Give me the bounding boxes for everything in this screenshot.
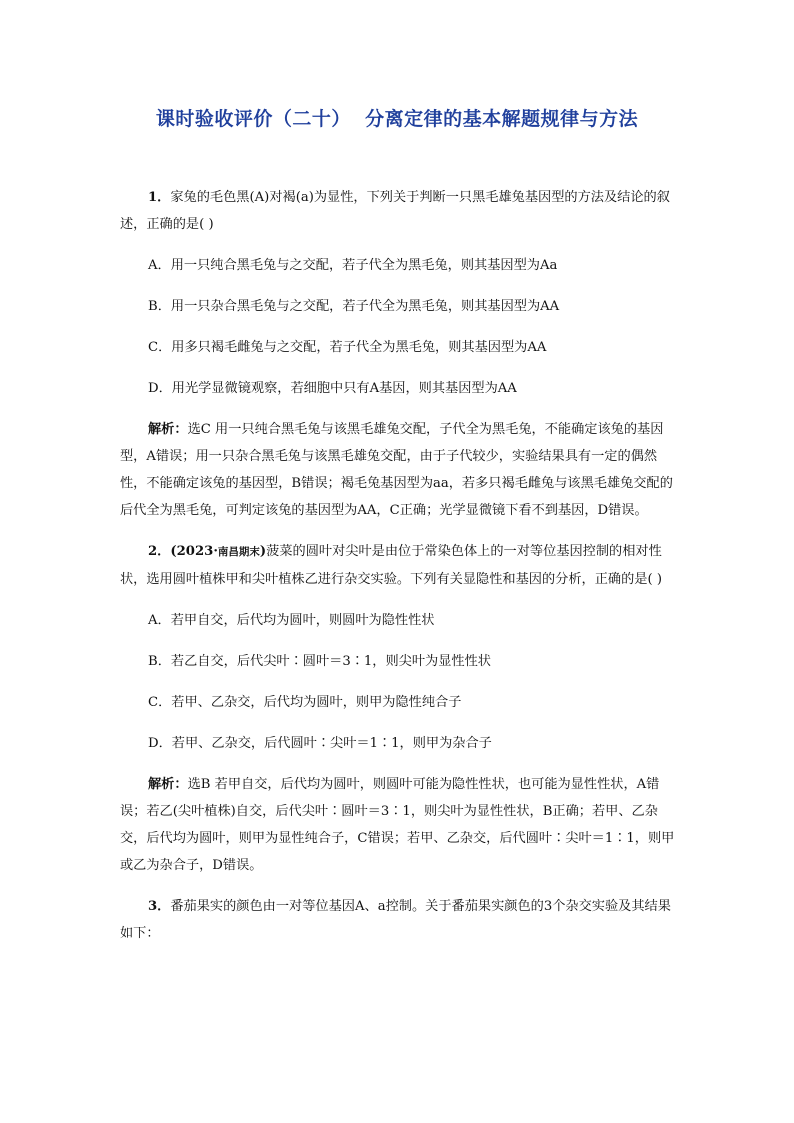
analysis-label: 解析： — [148, 777, 188, 792]
option-c: C．用多只褐毛雌兔与之交配，若子代全为黑毛兔，则其基因型为AA — [148, 340, 547, 355]
option-a: A．用一只纯合黑毛兔与之交配，若子代全为黑毛兔，则其基因型为Aa — [148, 258, 558, 273]
question-number: 1． — [148, 190, 171, 205]
question-1 — [120, 184, 676, 524]
content-area — [120, 184, 676, 947]
source-close: ) — [259, 544, 267, 559]
question-stem — [120, 184, 676, 238]
option-c: C．若甲、乙杂交，后代均为圆叶，则甲为隐性纯合子 — [148, 695, 462, 710]
question-number: 2． — [148, 544, 171, 559]
question-2 — [120, 538, 676, 879]
stem-text: 番茄果实的颜色由一对等位基因A、a控制。关于番茄果实颜色的3个杂交实验及其结果如下： — [120, 899, 671, 941]
source-open: (2023· — [170, 544, 218, 559]
analysis — [120, 416, 676, 524]
page-title: 课时验收评价（二十） 分离定律的基本解题规律与方法 — [155, 108, 639, 130]
option-a: A．若甲自交，后代均为圆叶，则圆叶为隐性性状 — [148, 613, 435, 628]
analysis — [120, 771, 676, 879]
option-d: D．若甲、乙杂交，后代圆叶∶尖叶＝1∶1，则甲为杂合子 — [148, 736, 492, 751]
source-name: 南昌期末 — [217, 546, 260, 558]
option-b: B．若乙自交，后代尖叶∶圆叶＝3∶1，则尖叶为显性性状 — [148, 654, 491, 669]
option-d: D．用光学显微镜观察，若细胞中只有A基因，则其基因型为AA — [148, 381, 517, 396]
option-b: B．用一只杂合黑毛兔与之交配，若子代全为黑毛兔，则其基因型为AA — [148, 299, 560, 314]
stem-text: 菠菜的圆叶对尖叶是由位于常染色体上的一对等位基因控制的相对性状，选用圆叶植株甲和尖叶植株乙进行杂交实验。下列有关显隐性和基因的分析，正确的是( ) — [120, 544, 662, 587]
analysis-label: 解析： — [148, 422, 188, 437]
question-stem — [120, 538, 676, 593]
question-3 — [120, 893, 676, 947]
question-stem — [120, 893, 676, 947]
analysis-text: 选C 用一只纯合黑毛兔与该黑毛雄兔交配，子代全为黑毛兔，不能确定该兔的基因型，A错误；用一只杂合黑毛兔与该黑毛雄兔交配，由于子代较少，实验结果具有一定的偶然性，不能确定该兔的基因型，B错误；褐毛兔基因型为aa，若多只褐毛雌兔与该黑毛雄兔交配的后代全为黑毛兔，可判定该兔的基因型为AA，C正确；光学显微镜下看不到基因，D错误。 — [120, 422, 673, 518]
analysis-text: 选B 若甲自交，后代均为圆叶，则圆叶可能为隐性性状，也可能为显性性状，A错误；若乙(尖叶植株)自交，后代尖叶∶圆叶＝3∶1，则尖叶为显性性状，B正确；若甲、乙杂交，后代均为圆叶，则甲为显性纯合子，C错误；若甲、乙杂交，后代圆叶∶尖叶＝1∶1，则甲或乙为杂合子，D错误。 — [120, 777, 675, 873]
stem-text: 家兔的毛色黑(A)对褐(a)为显性，下列关于判断一只黑毛雄兔基因型的方法及结论的叙述，正确的是( ) — [120, 190, 670, 232]
question-number: 3． — [148, 899, 171, 914]
